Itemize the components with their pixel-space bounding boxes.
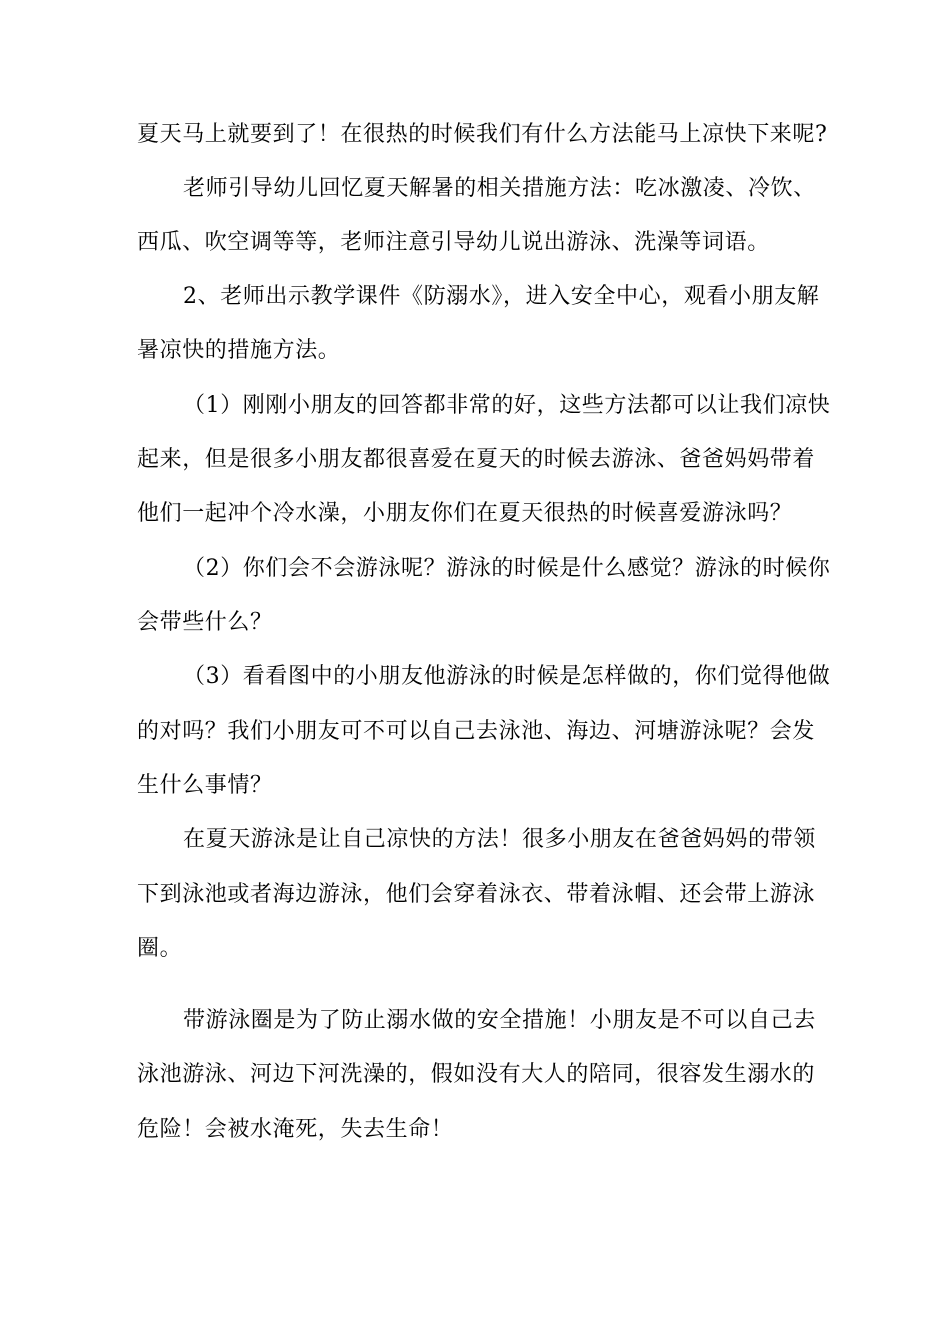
text-line: 起来，但是很多小朋友都很喜爱在夏天的时候去游泳、爸爸妈妈带着 [137,447,816,472]
text-line: （2）你们会不会游泳呢？游泳的时候是什么感觉？游泳的时候你 [183,556,831,581]
text-line: （3）看看图中的小朋友他游泳的时候是怎样做的，你们觉得他做 [183,664,831,689]
text-line: 在夏天游泳是让自己凉快的方法！很多小朋友在爸爸妈妈的带领 [183,827,816,852]
text-line: （1）刚刚小朋友的回答都非常的好，这些方法都可以让我们凉快 [183,393,831,418]
text-line: 下到泳池或者海边游泳，他们会穿着泳衣、带着泳帽、还会带上游泳 [137,882,816,907]
text-line: 泳池游泳、河边下河洗澡的，假如没有大人的陪同，很容发生溺水的 [137,1062,816,1087]
text-line: 老师引导幼儿回忆夏天解暑的相关措施方法：吃冰激凌、冷饮、 [183,176,816,201]
text-line: 会带些什么？ [137,610,273,635]
text-line: 2、老师出示教学课件《防溺水》，进入安全中心，观看小朋友解 [183,284,820,309]
text-line: 生什么事情？ [137,773,273,798]
text-line: 圈。 [137,936,183,961]
text-line: 他们一起冲个冷水澡，小朋友你们在夏天很热的时候喜爱游泳吗？ [137,501,793,526]
text-line: 西瓜、吹空调等等，老师注意引导幼儿说出游泳、洗澡等词语。 [137,230,770,255]
text-line: 带游泳圈是为了防止溺水做的安全措施！小朋友是不可以自己去 [183,1008,816,1033]
text-line: 夏天马上就要到了！在很热的时候我们有什么方法能马上凉快下来呢? [137,122,828,147]
text-line: 危险！会被水淹死，失去生命！ [137,1117,454,1142]
text-line: 暑凉快的措施方法。 [137,338,341,363]
text-line: 的对吗？我们小朋友可不可以自己去泳池、海边、河塘游泳呢？会发 [137,719,816,744]
